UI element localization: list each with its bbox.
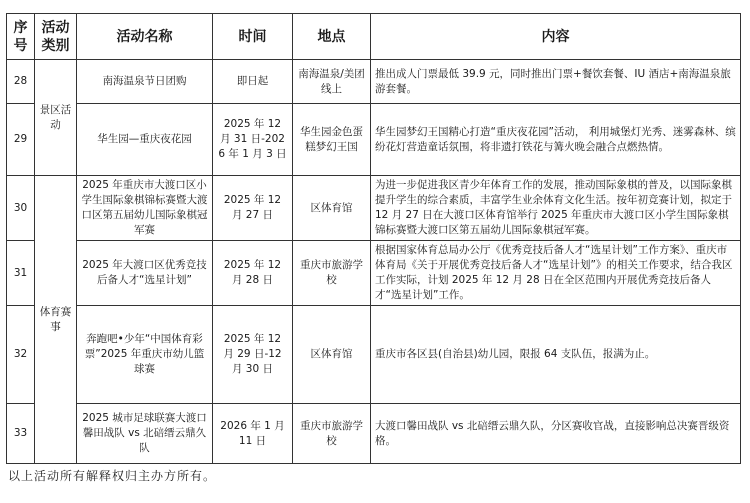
event-place: 重庆市旅游学校 — [293, 241, 371, 306]
table-row — [7, 104, 741, 176]
row-number: 32 — [7, 306, 35, 404]
header-content: 内容 — [371, 14, 741, 60]
event-time: 2025 年 12 月 28 日 — [213, 241, 293, 306]
event-place: 华生园金色蛋糕梦幻王国 — [293, 104, 371, 176]
category-sports: 体育赛事 — [35, 176, 77, 464]
event-name: 南海温泉节日团购 — [77, 60, 213, 104]
event-content: 华生园梦幻王国精心打造“重庆夜花园”活动， 利用城堡灯光秀、迷雾森林、缤纷花灯营造童话氛围，将非遗打铁花与篝火晚会融合点燃热情。 — [371, 104, 741, 176]
event-place: 区体育馆 — [293, 176, 371, 241]
event-place: 区体育馆 — [293, 306, 371, 404]
event-content: 大渡口馨田战队 vs 北碚缙云鼎久队，分区赛收官战，直接影响总决赛晋级资格。 — [371, 404, 741, 464]
table-row — [7, 176, 741, 241]
event-name: 2025 年大渡口区优秀竞技后备人才“选星计划” — [77, 241, 213, 306]
event-content: 推出成人门票最低 39.9 元，同时推出门票+餐饮套餐、IU 酒店+南海温泉旅游套餐。 — [371, 60, 741, 104]
events-table — [6, 13, 741, 464]
event-time: 2025 年 12 月 29 日-12 月 30 日 — [213, 306, 293, 404]
event-name: 华生园—重庆夜花园 — [77, 104, 213, 176]
table-row — [7, 306, 741, 404]
header-time: 时间 — [213, 14, 293, 60]
event-content: 根据国家体育总局办公厅《优秀竞技后备人才“选星计划”工作方案》、重庆市体育局《关于开展优秀竞技后备人才“选星计划”》的相关工作要求，结合我区工作实际，计划 2025 年 12 月 28 日在全区范围内开展优秀竞技后备人才“选星计划”工作。 — [371, 241, 741, 306]
row-number: 30 — [7, 176, 35, 241]
row-number: 28 — [7, 60, 35, 104]
event-place: 南海温泉/美团线上 — [293, 60, 371, 104]
table-row — [7, 404, 741, 464]
header-place: 地点 — [293, 14, 371, 60]
header-seq: 序号 — [7, 14, 35, 60]
table-row — [7, 60, 741, 104]
event-time: 2025 年 12 月 27 日 — [213, 176, 293, 241]
row-number: 33 — [7, 404, 35, 464]
footnote: 以上活动所有解释权归主办方所有。 — [8, 469, 217, 483]
header-name: 活动名称 — [77, 14, 213, 60]
event-time: 2025 年 12 月 31 日-2026 年 1 月 3 日 — [213, 104, 293, 176]
event-name: 奔跑吧•少年“中国体育彩票”2025 年重庆市幼儿篮球赛 — [77, 306, 213, 404]
category-scenic: 景区活动 — [35, 60, 77, 176]
event-time: 即日起 — [213, 60, 293, 104]
event-time: 2026 年 1 月 11 日 — [213, 404, 293, 464]
event-content: 为进一步促进我区青少年体育工作的发展，推动国际象棋的普及，以国际象棋提升学生的综合素质，丰富学生业余体育文化生活。按年初竞赛计划，拟定于 12 月 27 日在大渡口区体育馆举行 2025 年重庆市大渡口区小学生国际象棋锦标赛暨大渡口区第五届幼儿国际象棋冠军赛。 — [371, 176, 741, 241]
header-row — [7, 14, 741, 60]
event-name: 2025 年重庆市大渡口区小学生国际象棋锦标赛暨大渡口区第五届幼儿国际象棋冠军赛 — [77, 176, 213, 241]
event-place: 重庆市旅游学校 — [293, 404, 371, 464]
header-category: 活动类别 — [35, 14, 77, 60]
table-row — [7, 241, 741, 306]
event-name: 2025 城市足球联赛大渡口馨田战队 vs 北碚缙云鼎久队 — [77, 404, 213, 464]
event-content: 重庆市各区县(自治县)幼儿园，限报 64 支队伍，报满为止。 — [371, 306, 741, 404]
row-number: 31 — [7, 241, 35, 306]
row-number: 29 — [7, 104, 35, 176]
